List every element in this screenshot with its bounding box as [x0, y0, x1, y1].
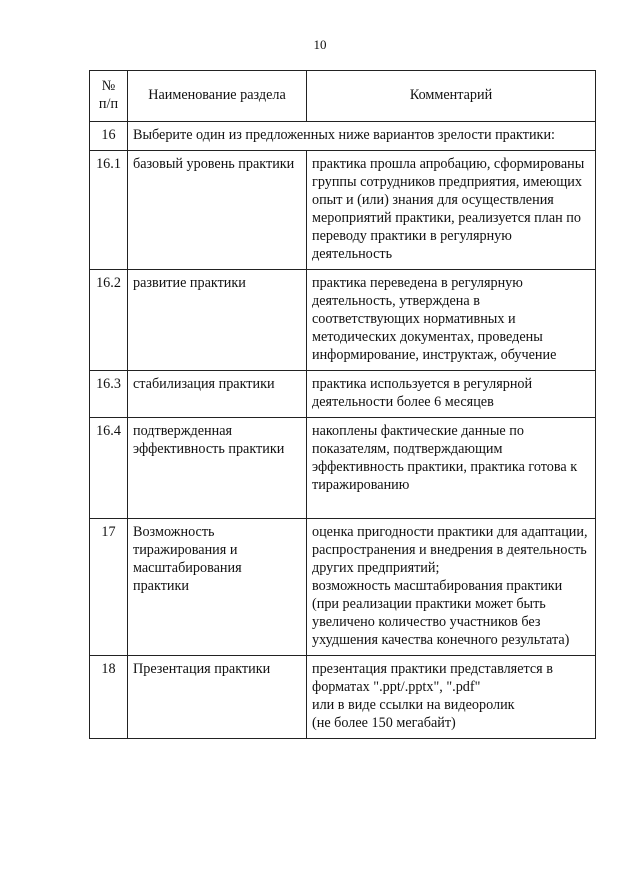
row-section-name: развитие практики: [128, 270, 307, 371]
row-comment: практика прошла апробацию, сформированы группы сотрудников предприятия, имеющих опыт и (или) знания для осуществления мероприятий практики, реализуется план по переводу практики в регулярную деятельность: [307, 151, 596, 270]
row-number: 16.1: [90, 151, 128, 270]
table-header-row: [90, 71, 596, 122]
row-section-name: Выберите один из предложенных ниже вариантов зрелости практики:: [128, 122, 596, 151]
row-comment: накоплены фактические данные по показателям, подтверждающим эффективность практики, практика готова к тиражированию: [307, 418, 596, 519]
table-row-17: [90, 519, 596, 656]
row-comment: оценка пригодности практики для адаптации, распространения и внедрения в деятельность других предприятий; возможность масштабирования практики (при реализации практики может быть увеличено количество участников без ухудшения качества конечного результата): [307, 519, 596, 656]
table-row-16-3: [90, 371, 596, 418]
table-row-16-1: [90, 151, 596, 270]
table-row-16: [90, 122, 596, 151]
table-row-18: [90, 656, 596, 739]
header-number: № п/п: [90, 71, 128, 122]
header-comment: Комментарий: [307, 71, 596, 122]
row-section-name: стабилизация практики: [128, 371, 307, 418]
row-number: 16: [90, 122, 128, 151]
table-row-16-2: [90, 270, 596, 371]
row-number: 18: [90, 656, 128, 739]
row-number: 16.2: [90, 270, 128, 371]
row-number: 16.4: [90, 418, 128, 519]
row-section-name: Возможность тиражирования и масштабирования практики: [128, 519, 307, 656]
row-comment: презентация практики представляется в форматах ".ppt/.pptx", ".pdf" или в виде ссылки на видеоролик (не более 150 мегабайт): [307, 656, 596, 739]
row-number: 17: [90, 519, 128, 656]
row-comment: практика используется в регулярной деятельности более 6 месяцев: [307, 371, 596, 418]
row-number: 16.3: [90, 371, 128, 418]
row-comment: практика переведена в регулярную деятельность, утверждена в соответствующих нормативных и методических документах, проведены информирование, инструктаж, обучение: [307, 270, 596, 371]
row-section-name: подтвержденная эффективность практики: [128, 418, 307, 519]
practice-table: [89, 70, 596, 739]
page-number: 10: [313, 37, 327, 52]
header-section-name: Наименование раздела: [128, 71, 307, 122]
row-section-name: базовый уровень практики: [128, 151, 307, 270]
row-section-name: Презентация практики: [128, 656, 307, 739]
table-row-16-4: [90, 418, 596, 519]
